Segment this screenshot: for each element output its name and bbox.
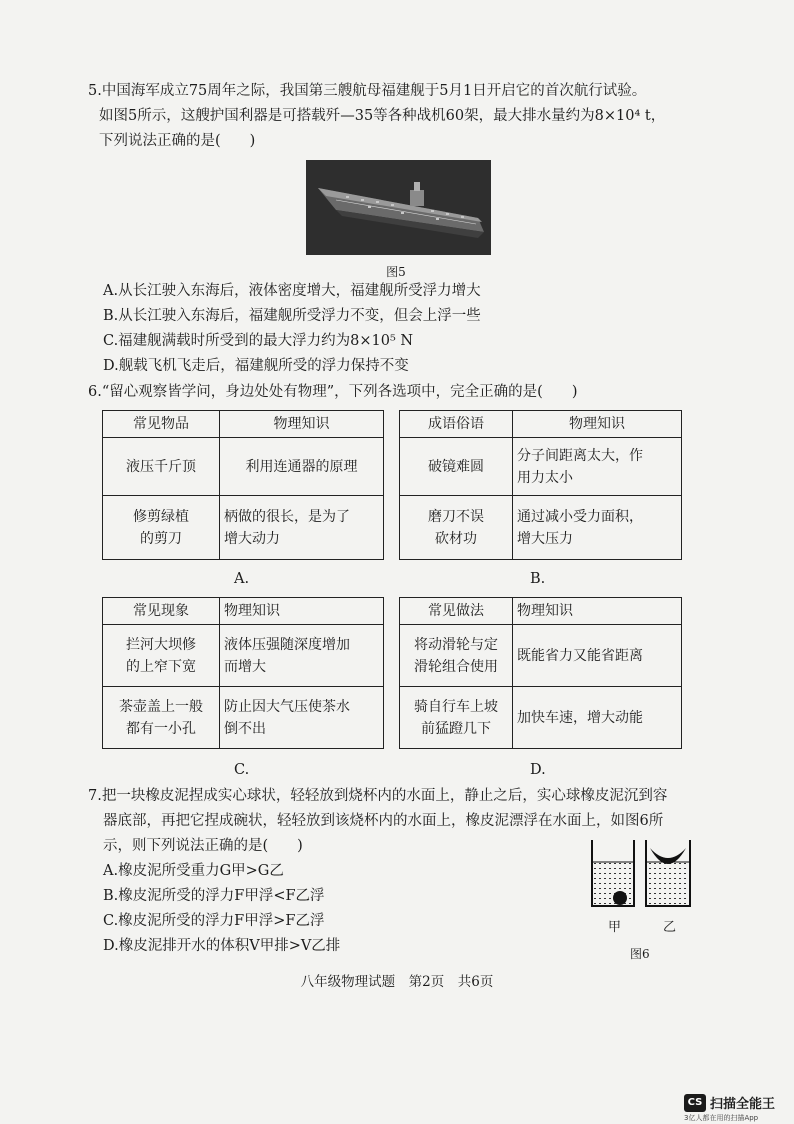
- q7-stem-line2: 器底部，再把它捏成碗状，轻轻放到该烧杯内的水面上，橡皮泥漂浮在水面上，如图6所: [103, 813, 664, 829]
- table-a-r2c1: 修剪绿植 的剪刀: [103, 496, 220, 560]
- q6-label-c: C.: [234, 762, 250, 778]
- table-d-r2c1: 骑自行车上坡 前猛蹬几下: [400, 687, 513, 749]
- table-b-r1c1: 破镜难圆: [400, 438, 513, 496]
- q7-stem-line1: 7.把一块橡皮泥捏成实心球状，轻轻放到烧杯内的水面上，静止之后，实心球橡皮泥沉到容: [88, 788, 668, 804]
- q5-option-b: B.从长江驶入东海后，福建舰所受浮力不变，但会上浮一些: [103, 308, 481, 324]
- fig5-caption: 图5: [386, 265, 406, 279]
- table-d-r2c2: 加快车速，增大动能: [513, 687, 682, 749]
- table-b-header-1: 成语俗语: [400, 411, 513, 438]
- q7-option-c: C.橡皮泥所受的浮力F甲浮>F乙浮: [103, 913, 325, 929]
- camscanner-logo-icon: CS: [684, 1094, 706, 1112]
- q5-stem-line1: 5.中国海军成立75周年之际，我国第三艘航母福建舰于5月1日开启它的首次航行试验。: [88, 83, 647, 99]
- table-b-header-2: 物理知识: [513, 411, 682, 438]
- table-b-r1c2: 分子间距离太大，作 用力太小: [513, 438, 682, 496]
- table-c-r1c2: 液体压强随深度增加 而增大: [220, 625, 384, 687]
- q7-option-d: D.橡皮泥排开水的体积V甲排>V乙排: [103, 938, 341, 954]
- q5-option-c: C.福建舰满载时所受到的最大浮力约为8×10⁵ N: [103, 333, 414, 349]
- table-a-r1c2: 利用连通器的原理: [220, 438, 384, 496]
- table-c-header-2: 物理知识: [220, 598, 384, 625]
- table-d-header-2: 物理知识: [513, 598, 682, 625]
- q5-option-d: D.舰载飞机飞走后，福建舰所受的浮力保持不变: [103, 358, 409, 374]
- beaker-label-jia: 甲: [608, 920, 622, 935]
- q6-label-b: B.: [530, 571, 546, 587]
- fig6-caption: 图6: [630, 947, 650, 961]
- q5-stem-line2: 如图5所示，这艘护国利器是可搭载歼—35等各种战机60架，最大排水量约为8×10⁴ t，: [99, 108, 666, 124]
- q6-label-a: A.: [234, 571, 250, 587]
- table-b-r2c2: 通过减小受力面积， 增大压力: [513, 496, 682, 560]
- q5-option-a: A.从长江驶入东海后，液体密度增大，福建舰所受浮力增大: [103, 283, 481, 299]
- table-d-r1c2: 既能省力又能省距离: [513, 625, 682, 687]
- q6-label-d: D.: [530, 762, 546, 778]
- q5-stem-line3: 下列说法正确的是( ): [99, 133, 256, 149]
- q6-table-d: [399, 597, 682, 749]
- camscanner-name: 扫描全能王: [710, 1097, 776, 1112]
- table-a-r2c2: 柄做的很长，是为了 增大动力: [220, 496, 384, 560]
- q6-table-b: [399, 410, 682, 560]
- table-a-r1c1: 液压千斤顶: [103, 438, 220, 496]
- table-c-header-1: 常见现象: [103, 598, 220, 625]
- camscanner-tagline: 3亿人都在用的扫描App: [684, 1114, 759, 1122]
- table-b-r2c1: 磨刀不误 砍材功: [400, 496, 513, 560]
- beaker-diagram: [588, 832, 700, 922]
- aircraft-carrier-photo: [306, 160, 491, 255]
- table-a-header-2: 物理知识: [220, 411, 384, 438]
- table-c-r1c1: 拦河大坝修 的上窄下宽: [103, 625, 220, 687]
- table-c-r2c1: 茶壶盖上一般 都有一小孔: [103, 687, 220, 749]
- beaker-label-yi: 乙: [663, 920, 677, 935]
- q7-stem-line3: 示，则下列说法正确的是( ): [103, 838, 303, 854]
- q6-table-c: [102, 597, 384, 749]
- solid-clay-ball: [613, 891, 627, 905]
- q6-stem: 6.“留心观察皆学问，身边处处有物理”，下列各选项中，完全正确的是( ): [88, 384, 578, 400]
- table-d-header-1: 常见做法: [400, 598, 513, 625]
- table-a-header-1: 常见物品: [103, 411, 220, 438]
- q7-option-a: A.橡皮泥所受重力G甲>G乙: [103, 863, 284, 879]
- table-d-r1c1: 将动滑轮与定 滑轮组合使用: [400, 625, 513, 687]
- q6-table-a: [102, 410, 384, 560]
- fig6-beakers: [588, 832, 700, 962]
- table-c-r2c2: 防止因大气压使茶水 倒不出: [220, 687, 384, 749]
- page-footer: 八年级物理试题 第2页 共6页: [300, 974, 494, 990]
- q7-option-b: B.橡皮泥所受的浮力F甲浮<F乙浮: [103, 888, 325, 904]
